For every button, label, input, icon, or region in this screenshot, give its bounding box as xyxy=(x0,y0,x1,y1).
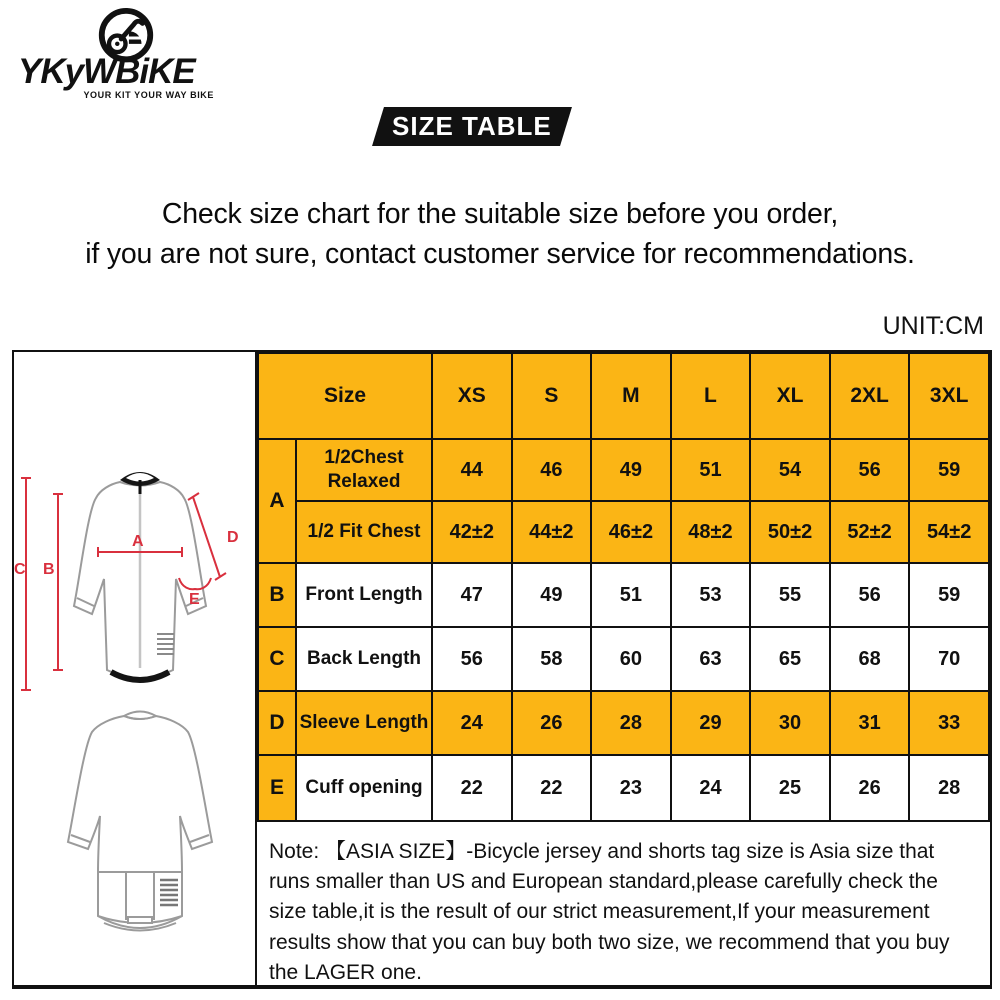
cell-value: 56 xyxy=(830,563,910,627)
table-row-front-length xyxy=(258,563,989,627)
size-table xyxy=(257,352,990,822)
cell-value: 54±2 xyxy=(909,501,989,563)
col-header-size: Size xyxy=(258,353,432,439)
cell-value: 44 xyxy=(432,439,512,501)
row-label: Front Length xyxy=(296,563,432,627)
row-label: Sleeve Length xyxy=(296,691,432,755)
intro-line-2: if you are not sure, contact customer service for recommendations. xyxy=(85,238,915,270)
measure-label-b: B xyxy=(43,561,55,578)
cell-value: 70 xyxy=(909,627,989,691)
cell-value: 54 xyxy=(750,439,830,501)
col-header-xl: XL xyxy=(750,353,830,439)
table-row-chest-relaxed xyxy=(258,439,989,501)
row-letter-b: B xyxy=(258,563,296,627)
intro-line-1: Check size chart for the suitable size before you order, xyxy=(161,198,839,230)
brand-logo xyxy=(18,4,228,104)
row-label: Cuff opening xyxy=(296,755,432,821)
cell-value: 46 xyxy=(512,439,592,501)
col-header-3xl: 3XL xyxy=(909,353,989,439)
cell-value: 22 xyxy=(512,755,592,821)
measure-label-e: E xyxy=(189,591,200,608)
banner-label: SIZE TABLE xyxy=(392,111,552,141)
cell-value: 47 xyxy=(432,563,512,627)
cell-value: 49 xyxy=(591,439,671,501)
cell-value: 59 xyxy=(909,563,989,627)
cell-value: 25 xyxy=(750,755,830,821)
table-row-back-length xyxy=(258,627,989,691)
jersey-diagram-panel xyxy=(14,352,257,985)
cell-value: 60 xyxy=(591,627,671,691)
brand-tagline: YOUR KIT YOUR WAY BIKE xyxy=(83,90,214,100)
col-header-2xl: 2XL xyxy=(830,353,910,439)
table-row-cuff-opening xyxy=(258,755,989,821)
measure-label-d: D xyxy=(227,529,239,546)
row-letter-d: D xyxy=(258,691,296,755)
size-table-banner xyxy=(372,107,572,146)
row-label: 1/2Chest Relaxed xyxy=(296,439,432,501)
table-row-sleeve-length xyxy=(258,691,989,755)
table-row-fit-chest xyxy=(258,501,989,563)
cell-value: 65 xyxy=(750,627,830,691)
cell-value: 48±2 xyxy=(671,501,751,563)
cell-value: 63 xyxy=(671,627,751,691)
col-header-xs: XS xyxy=(432,353,512,439)
measure-label-c: C xyxy=(14,561,26,578)
row-letter-e: E xyxy=(258,755,296,821)
cell-value: 46±2 xyxy=(591,501,671,563)
row-letter-c: C xyxy=(258,627,296,691)
measure-line-c xyxy=(21,478,31,690)
cell-value: 55 xyxy=(750,563,830,627)
cell-value: 53 xyxy=(671,563,751,627)
cell-value: 56 xyxy=(432,627,512,691)
intro-text xyxy=(0,194,1000,274)
cell-value: 59 xyxy=(909,439,989,501)
col-header-l: L xyxy=(671,353,751,439)
cell-value: 28 xyxy=(591,691,671,755)
cell-value: 51 xyxy=(591,563,671,627)
cell-value: 68 xyxy=(830,627,910,691)
cell-value: 22 xyxy=(432,755,512,821)
cell-value: 30 xyxy=(750,691,830,755)
cell-value: 33 xyxy=(909,691,989,755)
table-header-row xyxy=(258,353,989,439)
cell-value: 23 xyxy=(591,755,671,821)
cell-value: 44±2 xyxy=(512,501,592,563)
cell-value: 24 xyxy=(671,755,751,821)
cell-value: 42±2 xyxy=(432,501,512,563)
cell-value: 52±2 xyxy=(830,501,910,563)
measure-line-b xyxy=(53,494,63,670)
back-jersey-diagram xyxy=(14,704,255,942)
col-header-m: M xyxy=(591,353,671,439)
cell-value: 26 xyxy=(512,691,592,755)
col-header-s: S xyxy=(512,353,592,439)
cell-value: 26 xyxy=(830,755,910,821)
cell-value: 29 xyxy=(671,691,751,755)
front-jersey-diagram xyxy=(14,458,255,705)
cell-value: 50±2 xyxy=(750,501,830,563)
measure-label-a: A xyxy=(132,533,144,550)
cell-value: 28 xyxy=(909,755,989,821)
row-label: 1/2 Fit Chest xyxy=(296,501,432,563)
unit-label: UNIT:CM xyxy=(882,312,984,340)
cell-value: 49 xyxy=(512,563,592,627)
brand-wordmark: YKyWBiKE xyxy=(18,52,195,91)
cell-value: 51 xyxy=(671,439,751,501)
cell-value: 58 xyxy=(512,627,592,691)
row-label: Back Length xyxy=(296,627,432,691)
cell-value: 24 xyxy=(432,691,512,755)
cell-value: 56 xyxy=(830,439,910,501)
cell-value: 31 xyxy=(830,691,910,755)
size-table-area xyxy=(257,352,990,985)
asia-size-note: Note: 【ASIA SIZE】-Bicycle jersey and shorts tag size is Asia size that runs smaller than US and European standard,please carefully check the size table,it is the result of our strict measurement,If your measurement results show that you can buy both two size, we recommend that you buy the LAGER one. xyxy=(269,840,950,984)
size-chart-box xyxy=(12,350,992,989)
row-letter-a: A xyxy=(258,439,296,563)
